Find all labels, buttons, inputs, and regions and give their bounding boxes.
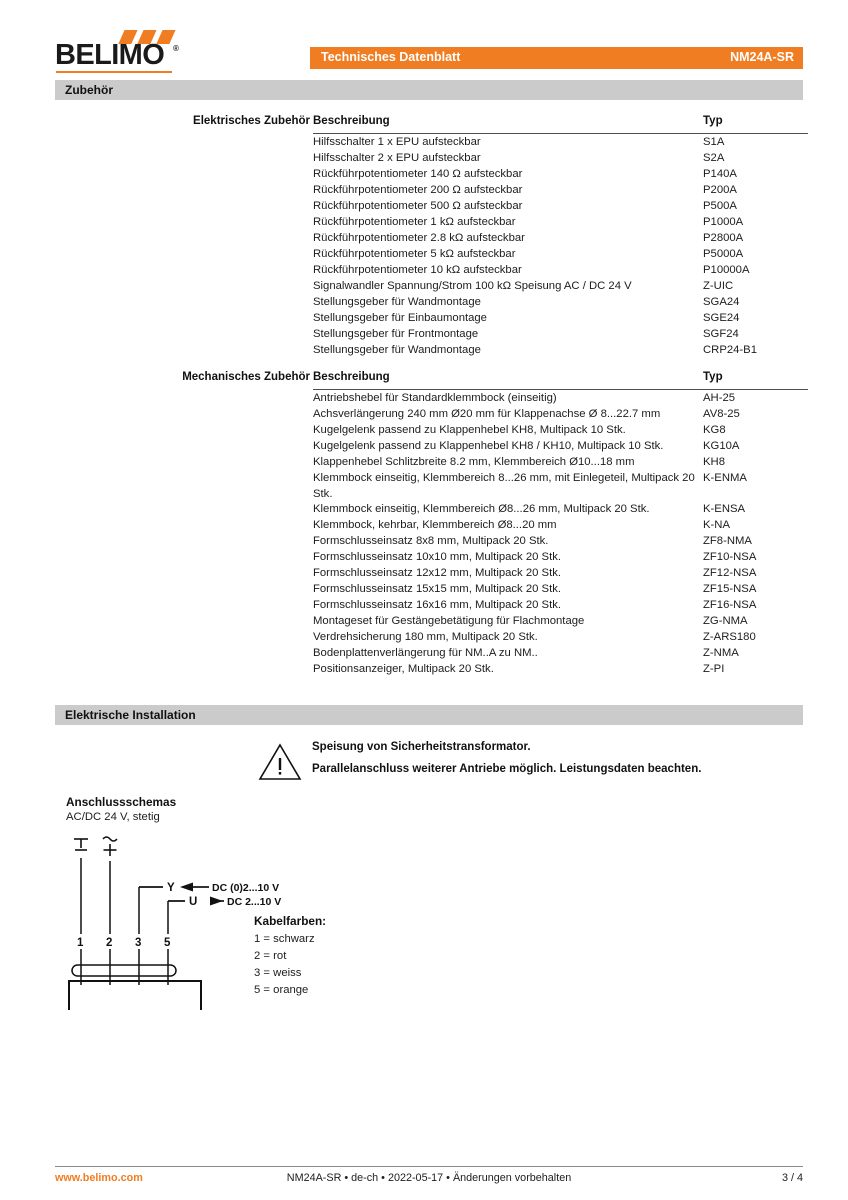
ground-symbol-icon	[74, 839, 88, 850]
table-row	[313, 565, 808, 581]
footer-center-text: NM24A-SR • de-ch • 2022-05-17 • Änderungen vorbehalten	[286, 1172, 572, 1184]
table-header-row	[313, 115, 808, 134]
table-row	[313, 182, 808, 198]
cell-description: Klemmbock einseitig, Klemmbereich 8...26 mm, mit Einlegeteil, Multipack 20 Stk.	[313, 472, 695, 500]
table-electrical-accessories-columns	[313, 115, 808, 358]
cell-description: Verdrehsicherung 180 mm, Multipack 20 Stk.	[313, 631, 538, 643]
belimo-logo	[55, 30, 185, 76]
ac-dc-symbol-icon	[103, 837, 117, 856]
cell-description: Formschlusseinsatz 15x15 mm, Multipack 20 Stk.	[313, 583, 561, 595]
table-row	[313, 629, 808, 645]
cell-type: SGF24	[703, 328, 739, 340]
cell-type: K-ENMA	[703, 472, 747, 484]
safety-warning-line-2: Parallelanschluss weiterer Antriebe möglich. Leistungsdaten beachten.	[312, 763, 702, 775]
wiring-diagram-title: Anschlussschemas	[66, 795, 177, 809]
cell-description: Stellungsgeber für Frontmontage	[313, 328, 479, 340]
wiring-diagram-subtitle: AC/DC 24 V, stetig	[66, 811, 160, 823]
cell-description: Formschlusseinsatz 16x16 mm, Multipack 20 Stk.	[313, 599, 561, 611]
cell-type: P140A	[703, 168, 737, 180]
cell-description: Rückführpotentiometer 500 Ω aufsteckbar	[313, 200, 523, 212]
section-header-elektrische-installation	[55, 705, 803, 725]
cell-type: AH-25	[703, 392, 736, 404]
cell-type: P2800A	[703, 232, 744, 244]
table-row	[313, 294, 808, 310]
logo-underline	[56, 71, 172, 73]
column-header-type: Typ	[703, 115, 723, 127]
cell-description: Rückführpotentiometer 140 Ω aufsteckbar	[313, 168, 523, 180]
signal-value-y: DC (0)2...10 V	[212, 882, 280, 894]
cell-description: Achsverlängerung 240 mm Ø20 mm für Klappenachse Ø 8...22.7 mm	[313, 408, 661, 420]
terminal-number-3: 3	[135, 937, 142, 949]
cell-description: Formschlusseinsatz 8x8 mm, Multipack 20 Stk.	[313, 535, 549, 547]
document-title: Technisches Datenblatt	[321, 50, 461, 64]
cell-description: Kugelgelenk passend zu Klappenhebel KH8, Multipack 10 Stk.	[313, 424, 626, 436]
cell-type: Z-ARS180	[703, 631, 756, 643]
cell-type: AV8-25	[703, 408, 740, 420]
table-row	[313, 501, 808, 517]
cell-type: P5000A	[703, 248, 744, 260]
cell-type: S2A	[703, 152, 725, 164]
cell-type: ZF15-NSA	[703, 583, 757, 595]
table-row	[313, 406, 808, 422]
cell-type: P200A	[703, 184, 737, 196]
cell-type: P1000A	[703, 216, 744, 228]
cell-description: Kugelgelenk passend zu Klappenhebel KH8 / KH10, Multipack 10 Stk.	[313, 440, 664, 452]
logo-trademark: ®	[173, 44, 179, 53]
table-row	[313, 246, 808, 262]
table-row	[313, 645, 808, 661]
table-row	[313, 470, 808, 501]
cell-description: Hilfsschalter 2 x EPU aufsteckbar	[313, 152, 481, 164]
table-row	[313, 422, 808, 438]
table-row	[313, 326, 808, 342]
cell-description: Rückführpotentiometer 200 Ω aufsteckbar	[313, 184, 523, 196]
cell-description: Rückführpotentiometer 1 kΩ aufsteckbar	[313, 216, 516, 228]
cell-description: Hilfsschalter 1 x EPU aufsteckbar	[313, 136, 481, 148]
table-row	[313, 390, 808, 406]
table-row	[313, 549, 808, 565]
cell-type: ZF16-NSA	[703, 599, 757, 611]
table-row	[313, 262, 808, 278]
cell-description: Rückführpotentiometer 10 kΩ aufsteckbar	[313, 264, 522, 276]
cell-type: CRP24-B1	[703, 344, 757, 356]
table-row	[313, 230, 808, 246]
cell-type: KG10A	[703, 440, 740, 452]
cable-color-item: 3 = weiss	[254, 967, 302, 979]
cell-description: Antriebshebel für Standardklemmbock (einseitig)	[313, 392, 557, 404]
wiring-diagram-svg	[66, 825, 396, 1010]
section-header-elektrische-installation-label: Elektrische Installation	[65, 708, 196, 722]
cell-description: Stellungsgeber für Wandmontage	[313, 344, 481, 356]
signal-value-u: DC 2...10 V	[227, 896, 282, 908]
y-input-arrow-icon	[180, 883, 193, 892]
table-header-row	[313, 371, 808, 390]
table-mechanical-accessories-label: Mechanisches Zubehör	[182, 371, 310, 383]
table-row	[313, 198, 808, 214]
cell-type: P500A	[703, 200, 737, 212]
cell-type: ZF8-NMA	[703, 535, 752, 547]
table-row	[313, 150, 808, 166]
signal-label-u: U	[189, 896, 198, 908]
table-row	[313, 613, 808, 629]
cell-description: Formschlusseinsatz 10x10 mm, Multipack 20 Stk.	[313, 551, 561, 563]
cable-color-item: 5 = orange	[254, 984, 309, 996]
section-header-zubehoer	[55, 80, 803, 100]
wiring-diagram	[66, 795, 426, 1010]
table-row	[313, 166, 808, 182]
safety-warning-text	[312, 736, 701, 780]
cell-description: Klemmbock, kehrbar, Klemmbereich Ø8...20 mm	[313, 519, 557, 531]
cell-description: Positionsanzeiger, Multipack 20 Stk.	[313, 663, 494, 675]
cell-description: Signalwandler Spannung/Strom 100 kΩ Speisung AC / DC 24 V	[313, 280, 632, 292]
cell-type: ZG-NMA	[703, 615, 748, 627]
signal-label-y: Y	[167, 882, 175, 894]
cell-description: Rückführpotentiometer 5 kΩ aufsteckbar	[313, 248, 516, 260]
page-header	[0, 0, 848, 76]
cable-colors-title: Kabelfarben:	[254, 914, 327, 928]
footer-website-link[interactable]: www.belimo.com	[55, 1172, 143, 1184]
cell-description: Bodenplattenverlängerung für NM..A zu NM..	[313, 647, 538, 659]
column-header-description: Beschreibung	[313, 371, 390, 383]
table-row	[313, 661, 808, 677]
cell-type: ZF10-NSA	[703, 551, 757, 563]
footer-divider	[55, 1166, 803, 1167]
cell-description: Stellungsgeber für Wandmontage	[313, 296, 481, 308]
safety-warning-line-1: Speisung von Sicherheitstransformator.	[312, 741, 531, 753]
table-row	[313, 517, 808, 533]
cell-type: SGA24	[703, 296, 740, 308]
table-row	[313, 134, 808, 150]
section-header-zubehoer-label: Zubehör	[65, 83, 113, 97]
cell-description: Stellungsgeber für Einbaumontage	[313, 312, 487, 324]
footer-page-number: 3 / 4	[781, 1172, 803, 1184]
table-row	[313, 214, 808, 230]
cell-description: Formschlusseinsatz 12x12 mm, Multipack 20 Stk.	[313, 567, 561, 579]
table-row	[313, 342, 808, 358]
cell-description: Klemmbock einseitig, Klemmbereich Ø8...26 mm, Multipack 20 Stk.	[313, 503, 650, 515]
table-row	[313, 581, 808, 597]
cell-type: Z-PI	[703, 663, 725, 675]
document-title-bar	[310, 47, 803, 69]
table-row	[313, 597, 808, 613]
cell-type: S1A	[703, 136, 725, 148]
table-electrical-accessories-label: Elektrisches Zubehör	[193, 115, 310, 127]
cable-color-item: 2 = rot	[254, 950, 287, 962]
cable-color-item: 1 = schwarz	[254, 933, 315, 945]
table-row	[313, 533, 808, 549]
u-output-arrow-icon	[210, 897, 223, 906]
warning-triangle-icon	[258, 742, 302, 782]
cell-description: Montageset für Gestängebetätigung für Flachmontage	[313, 615, 585, 627]
column-header-description: Beschreibung	[313, 115, 390, 127]
cell-type: K-ENSA	[703, 503, 746, 515]
cell-type: Z-NMA	[703, 647, 739, 659]
table-mechanical-accessories-columns	[313, 371, 808, 677]
cable-colors-block	[254, 914, 326, 999]
cell-type: P10000A	[703, 264, 750, 276]
terminal-number-1: 1	[77, 937, 84, 949]
cell-type: SGE24	[703, 312, 740, 324]
terminal-number-5: 5	[164, 937, 171, 949]
page-footer	[55, 1172, 803, 1190]
table-row	[313, 310, 808, 326]
cell-description: Klappenhebel Schlitzbreite 8.2 mm, Klemmbereich Ø10...18 mm	[313, 456, 635, 468]
cell-type: KG8	[703, 424, 726, 436]
cell-type: K-NA	[703, 519, 730, 531]
cell-type: KH8	[703, 456, 725, 468]
product-code: NM24A-SR	[730, 50, 794, 64]
table-row	[313, 278, 808, 294]
cell-type: Z-UIC	[703, 280, 734, 292]
column-header-type: Typ	[703, 371, 723, 383]
cell-type: ZF12-NSA	[703, 567, 757, 579]
table-row	[313, 454, 808, 470]
table-row	[313, 438, 808, 454]
terminal-number-2: 2	[106, 937, 113, 949]
logo-wordmark: BELIMO	[55, 39, 165, 71]
cell-description: Rückführpotentiometer 2.8 kΩ aufsteckbar	[313, 232, 525, 244]
